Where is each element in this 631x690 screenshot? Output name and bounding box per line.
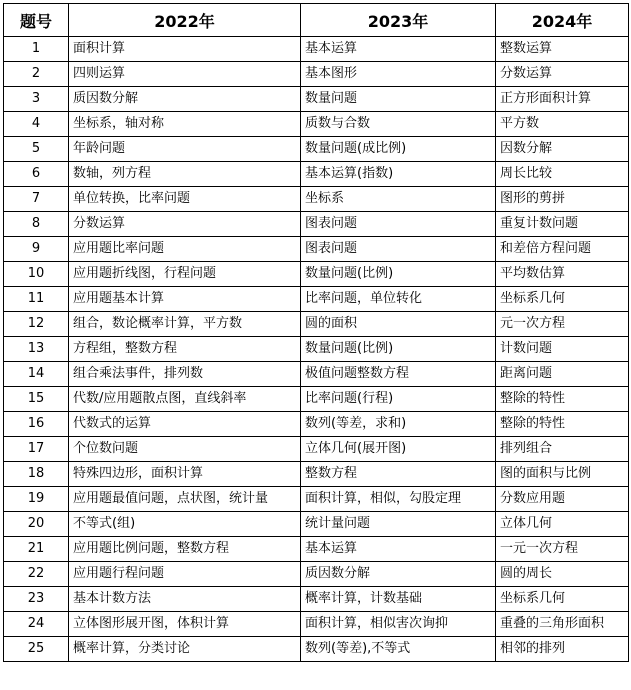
table-row [4,87,629,112]
table-row [4,37,629,62]
topic-2024-cell: 正方形面积计算 [496,87,629,112]
table-row [4,362,629,387]
question-number-cell: 4 [4,112,69,137]
topic-2023-cell: 基本运算 [301,37,496,62]
table-row [4,587,629,612]
topic-2022-cell: 应用题行程问题 [69,562,301,587]
table-row [4,137,629,162]
question-number-cell: 1 [4,37,69,62]
topic-2024-cell: 元一次方程 [496,312,629,337]
topic-2024-cell: 立体几何 [496,512,629,537]
topic-2022-cell: 四则运算 [69,62,301,87]
header-year-2024: 2024年 [496,4,629,37]
table-row [4,487,629,512]
topic-2023-cell: 数量问题(比例) [301,337,496,362]
question-number-cell: 18 [4,462,69,487]
question-number-cell: 15 [4,387,69,412]
exam-topics-table [3,3,629,662]
header-year-2023: 2023年 [301,4,496,37]
topic-2023-cell: 图表问题 [301,212,496,237]
table-row [4,62,629,87]
question-number-cell: 19 [4,487,69,512]
topic-2023-cell: 数量问题(比例) [301,262,496,287]
topic-2023-cell: 概率计算，计数基础 [301,587,496,612]
table-row [4,287,629,312]
topic-2022-cell: 数轴，列方程 [69,162,301,187]
topic-2024-cell: 分数运算 [496,62,629,87]
topic-2023-cell: 数量问题 [301,87,496,112]
topic-2022-cell: 代数/应用题散点图，直线斜率 [69,387,301,412]
question-number-cell: 14 [4,362,69,387]
topic-2023-cell: 立体几何(展开图) [301,437,496,462]
topic-2023-cell: 基本图形 [301,62,496,87]
topic-2022-cell: 方程组，整数方程 [69,337,301,362]
topic-2023-cell: 图表问题 [301,237,496,262]
table-row [4,512,629,537]
table-row [4,187,629,212]
question-number-cell: 23 [4,587,69,612]
topic-2022-cell: 基本计数方法 [69,587,301,612]
question-number-cell: 17 [4,437,69,462]
table-row [4,262,629,287]
question-number-cell: 10 [4,262,69,287]
topic-2022-cell: 应用题比例问题，整数方程 [69,537,301,562]
topic-2024-cell: 一元一次方程 [496,537,629,562]
topic-2024-cell: 平均数估算 [496,262,629,287]
table-body [4,37,629,662]
topic-2023-cell: 圆的面积 [301,312,496,337]
question-number-cell: 6 [4,162,69,187]
topic-2024-cell: 整除的特性 [496,412,629,437]
table-row [4,562,629,587]
table-row [4,112,629,137]
question-number-cell: 8 [4,212,69,237]
topic-2022-cell: 个位数问题 [69,437,301,462]
topic-2022-cell: 单位转换，比率问题 [69,187,301,212]
topic-2024-cell: 整数运算 [496,37,629,62]
topic-2023-cell: 比率问题(行程) [301,387,496,412]
table-row [4,437,629,462]
question-number-cell: 9 [4,237,69,262]
question-number-cell: 24 [4,612,69,637]
topic-2023-cell: 统计量问题 [301,512,496,537]
topic-2023-cell: 比率问题，单位转化 [301,287,496,312]
topic-2023-cell: 坐标系 [301,187,496,212]
table-row [4,162,629,187]
topic-2022-cell: 立体图形展开图，体积计算 [69,612,301,637]
topic-2024-cell: 图形的剪拼 [496,187,629,212]
topic-2022-cell: 应用题基本计算 [69,287,301,312]
topic-2023-cell: 基本运算 [301,537,496,562]
table-row [4,387,629,412]
topic-2023-cell: 面积计算，相似，勾股定理 [301,487,496,512]
table-row [4,412,629,437]
question-number-cell: 11 [4,287,69,312]
table-row [4,312,629,337]
question-number-cell: 7 [4,187,69,212]
topic-2024-cell: 重复计数问题 [496,212,629,237]
topic-2022-cell: 应用题比率问题 [69,237,301,262]
topic-2024-cell: 坐标系几何 [496,587,629,612]
table-row [4,337,629,362]
table-row [4,637,629,662]
question-number-cell: 22 [4,562,69,587]
topic-2022-cell: 应用题最值问题，点状图，统计量 [69,487,301,512]
topic-2022-cell: 年龄问题 [69,137,301,162]
topic-2023-cell: 数量问题(成比例) [301,137,496,162]
topic-2024-cell: 整除的特性 [496,387,629,412]
topic-2024-cell: 相邻的排列 [496,637,629,662]
question-number-cell: 21 [4,537,69,562]
topic-2022-cell: 面积计算 [69,37,301,62]
question-number-cell: 20 [4,512,69,537]
topic-2022-cell: 代数式的运算 [69,412,301,437]
topic-2022-cell: 概率计算，分类讨论 [69,637,301,662]
topic-2024-cell: 周长比较 [496,162,629,187]
question-number-cell: 2 [4,62,69,87]
topic-2024-cell: 计数问题 [496,337,629,362]
topic-2023-cell: 数列(等差),不等式 [301,637,496,662]
topic-2024-cell: 平方数 [496,112,629,137]
question-number-cell: 12 [4,312,69,337]
topic-2023-cell: 基本运算(指数) [301,162,496,187]
topic-2022-cell: 应用题折线图，行程问题 [69,262,301,287]
topic-2023-cell: 面积计算，相似害次询抑 [301,612,496,637]
topic-2022-cell: 分数运算 [69,212,301,237]
topic-2024-cell: 圆的周长 [496,562,629,587]
table-row [4,612,629,637]
topic-2023-cell: 极值问题整数方程 [301,362,496,387]
topic-2024-cell: 排列组合 [496,437,629,462]
topic-2024-cell: 距离问题 [496,362,629,387]
question-number-cell: 3 [4,87,69,112]
topic-2024-cell: 因数分解 [496,137,629,162]
topic-2022-cell: 不等式(组) [69,512,301,537]
topic-2024-cell: 图的面积与比例 [496,462,629,487]
table-row [4,237,629,262]
topic-2022-cell: 组合乘法事件，排列数 [69,362,301,387]
question-number-cell: 5 [4,137,69,162]
table-row [4,212,629,237]
question-number-cell: 13 [4,337,69,362]
topic-2024-cell: 重叠的三角形面积 [496,612,629,637]
topic-2022-cell: 坐标系，轴对称 [69,112,301,137]
topic-2024-cell: 坐标系几何 [496,287,629,312]
topic-2024-cell: 分数应用题 [496,487,629,512]
question-number-cell: 25 [4,637,69,662]
topic-2023-cell: 整数方程 [301,462,496,487]
header-year-2022: 2022年 [69,4,301,37]
topic-2022-cell: 特殊四边形，面积计算 [69,462,301,487]
table-row [4,462,629,487]
topic-2022-cell: 组合，数论概率计算，平方数 [69,312,301,337]
topic-2023-cell: 质因数分解 [301,562,496,587]
header-row [4,4,629,37]
topic-2023-cell: 质数与合数 [301,112,496,137]
topic-2023-cell: 数列(等差，求和) [301,412,496,437]
topic-2022-cell: 质因数分解 [69,87,301,112]
topic-2024-cell: 和差倍方程问题 [496,237,629,262]
question-number-cell: 16 [4,412,69,437]
table-row [4,537,629,562]
header-question-number: 题号 [4,4,69,37]
